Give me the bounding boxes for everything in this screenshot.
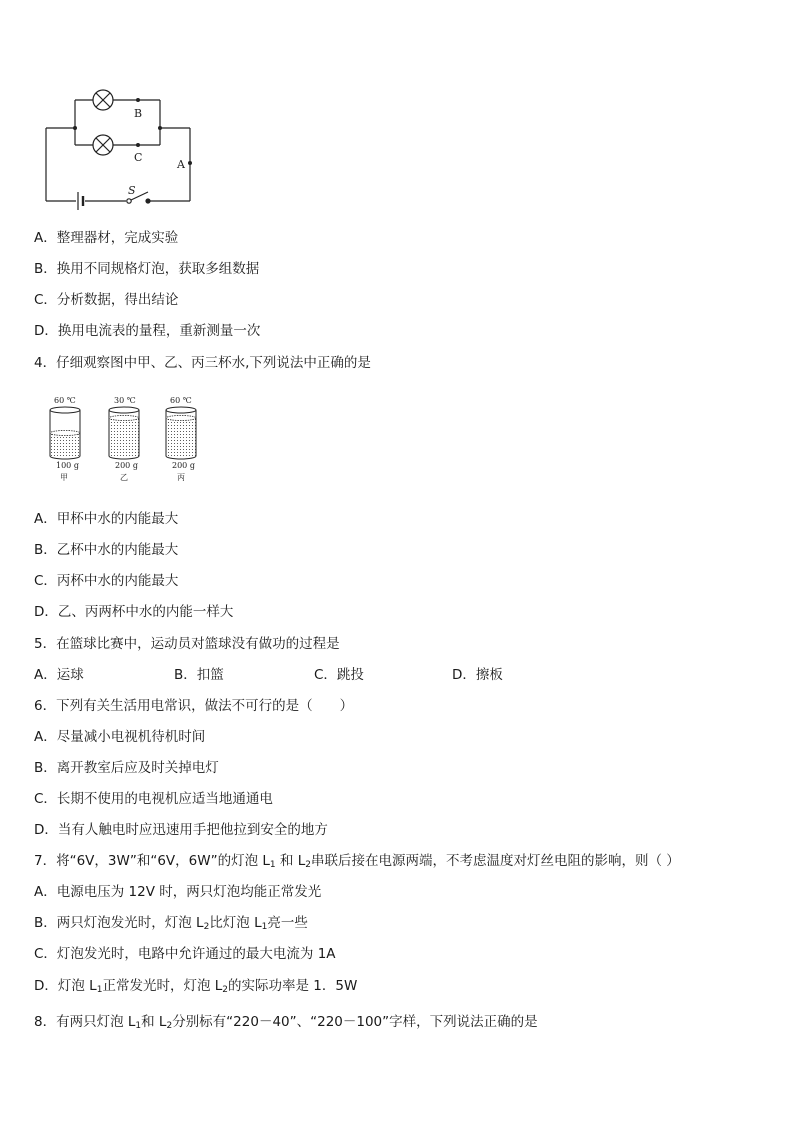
cup-yi-name: 乙 [120,473,128,482]
q4-option-c[interactable]: C．丙杯中水的内能最大 [34,573,179,589]
q3-option-c[interactable]: C．分析数据，得出结论 [34,292,179,308]
cup-jia-mass: 100 g [56,461,79,470]
q7-option-b-sub: 1 [261,922,268,932]
cup-yi-mass: 200 g [115,461,138,470]
q7-option-b-part: 比灯泡 L [209,915,262,931]
cup-yi-temp: 30 ℃ [114,396,136,405]
cup-bing-temp: 60 ℃ [170,396,192,405]
q7-stem-part: 和 L [275,853,306,869]
q7-option-d-part: 正常发光时，灯泡 L [102,978,223,994]
q4-option-b[interactable]: B．乙杯中水的内能最大 [34,542,179,558]
q6-option-d[interactable]: D．当有人触电时应迅速用手把他拉到安全的地方 [34,822,328,838]
q3-option-b[interactable]: B．换用不同规格灯泡，获取多组数据 [34,261,260,277]
cup-bing-mass: 200 g [172,461,195,470]
q8-stem-part: 分别标有“220－40”、“220－100”字样，下列说法正确的是 [172,1014,538,1030]
cup-jia [50,396,80,482]
q5-option-a[interactable]: A．运球 [34,667,84,683]
q3-option-a[interactable]: A．整理器材，完成实验 [34,230,179,246]
q7-stem-part: 串联后接在电源两端，不考虑温度对灯丝电阻的影响，则（ ） [310,853,680,869]
cup-yi [109,396,139,482]
junction-dots [73,98,192,165]
q8-stem-part: 8．有两只灯泡 L [34,1014,136,1030]
q3-option-d[interactable]: D．换用电流表的量程，重新测量一次 [34,323,261,339]
point-c-label: C [134,151,143,164]
q5-options [34,666,634,684]
q7-option-b-part: B．两只灯泡发光时，灯泡 L [34,915,204,931]
q7-option-b-part: 亮一些 [267,915,308,931]
q7-option-b-sub: 2 [203,922,210,932]
q7-option-a[interactable]: A．电源电压为 12V 时，两只灯泡均能正常发光 [34,884,322,900]
lamp-icon [93,135,113,155]
point-b-label: B [134,107,143,120]
q6-stem: 6．下列有关生活用电常识，做法不可行的是（ ） [34,698,354,714]
q7-stem-sub: 2 [305,860,311,870]
circuit-diagram [38,88,238,213]
q7-option-b[interactable] [34,914,308,936]
cup-jia-name: 甲 [60,473,68,482]
cups-figure [44,394,224,486]
q5-option-b[interactable]: B．扣篮 [174,667,224,683]
q4-option-d[interactable]: D．乙、丙两杯中水的内能一样大 [34,604,234,620]
q7-option-c[interactable]: C．灯泡发光时，电路中允许通过的最大电流为 1A [34,946,336,962]
cup-jia-temp: 60 ℃ [54,396,76,405]
q8-stem [34,1013,538,1035]
q6-option-a[interactable]: A．尽量减小电视机待机时间 [34,729,206,745]
q7-stem [34,852,680,874]
q7-option-d-part: D．灯泡 L [34,978,97,994]
q7-option-d-part: 的实际功率是 1．5W [228,978,358,994]
q5-stem: 5．在篮球比赛中，运动员对篮球没有做功的过程是 [34,636,340,652]
q8-stem-sub: 2 [166,1021,173,1031]
q7-stem-part: 7．将“6V，3W”和“6V，6W”的灯泡 L [34,853,270,869]
battery-icon [78,192,83,210]
q5-option-d[interactable]: D．擦板 [452,667,503,683]
lamp-icon [93,90,113,110]
q7-option-d-sub: 1 [96,985,103,995]
switch-label: S [128,184,136,197]
q5-option-c[interactable]: C．跳投 [314,667,364,683]
q6-option-b[interactable]: B．离开教室后应及时关掉电灯 [34,760,219,776]
q6-option-c[interactable]: C．长期不使用的电视机应适当地通通电 [34,791,273,807]
q7-option-d-sub: 2 [222,985,228,995]
cup-bing-name: 丙 [177,473,185,482]
q7-stem-sub: 1 [269,860,276,870]
q7-option-d[interactable] [34,977,357,999]
cup-bing [166,396,196,482]
q4-stem: 4．仔细观察图中甲、乙、丙三杯水,下列说法中正确的是 [34,355,371,371]
q8-stem-sub: 1 [135,1021,142,1031]
q4-option-a[interactable]: A．甲杯中水的内能最大 [34,511,179,527]
q8-stem-part: 和 L [141,1014,167,1030]
point-a-label: A [177,158,185,171]
